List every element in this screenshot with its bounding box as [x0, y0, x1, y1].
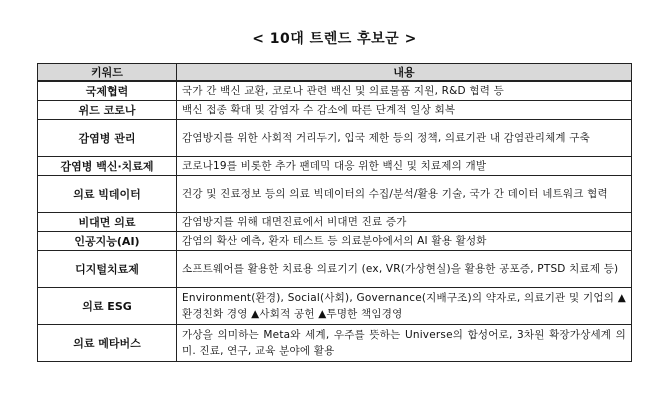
row-keyword: 의료 ESG — [38, 288, 177, 325]
row-keyword: 의료 메타버스 — [38, 325, 177, 362]
row-keyword: 위드 코로나 — [38, 101, 177, 120]
header-content: 내용 — [177, 64, 632, 82]
row-content: 소프트웨어를 활용한 치료용 의료기기 (ex, VR(가상현실)을 활용한 공포증, PTSD 치료제 등) — [177, 251, 632, 288]
row-content: Environment(환경), Social(사회), Governance(지배구조)의 약자로, 의료기관 및 기업의 ▲환경친화 경영 ▲사회적 공헌 ▲투명한 책임경영 — [177, 288, 632, 325]
row-keyword: 국제협력 — [38, 81, 177, 101]
row-content: 감염의 확산 예측, 환자 테스트 등 의료분야에서의 AI 활용 활성화 — [177, 232, 632, 251]
table-row — [38, 251, 632, 288]
table-row — [38, 288, 632, 325]
row-keyword: 감염병 백신·치료제 — [38, 157, 177, 176]
table-row — [38, 81, 632, 101]
table-row — [38, 232, 632, 251]
row-content: 감염방지를 위한 사회적 거리두기, 입국 제한 등의 정책, 의료기관 내 감염관리체계 구축 — [177, 120, 632, 157]
row-content: 국가 간 백신 교환, 코로나 관련 백신 및 의료물품 지원, R&D 협력 등 — [177, 81, 632, 101]
row-keyword: 인공지능(AI) — [38, 232, 177, 251]
row-keyword: 비대면 의료 — [38, 213, 177, 232]
row-content: 건강 및 진료정보 등의 의료 빅데이터의 수집/분석/활용 기술, 국가 간 데이터 네트워크 협력 — [177, 176, 632, 213]
table-row — [38, 157, 632, 176]
table-row — [38, 325, 632, 362]
table-row — [38, 120, 632, 157]
row-content: 가상을 의미하는 Meta와 세계, 우주를 뜻하는 Universe의 합성어로, 3차원 확장가상세계 의미. 진료, 연구, 교육 분야에 활용 — [177, 325, 632, 362]
row-keyword: 감염병 관리 — [38, 120, 177, 157]
table-row — [38, 213, 632, 232]
table-row — [38, 176, 632, 213]
header-keyword: 키워드 — [38, 64, 177, 82]
row-content: 백신 접종 확대 및 감염자 수 감소에 따른 단계적 일상 회복 — [177, 101, 632, 120]
document-title: < 10대 트렌드 후보군 > — [252, 31, 417, 47]
trend-candidates-table — [37, 63, 632, 362]
table-row — [38, 101, 632, 120]
row-keyword: 의료 빅데이터 — [38, 176, 177, 213]
row-keyword: 디지털치료제 — [38, 251, 177, 288]
table-header-row — [38, 64, 632, 82]
row-content: 감염방지를 위해 대면진료에서 비대면 진료 증가 — [177, 213, 632, 232]
row-content: 코로나19를 비롯한 추가 팬데믹 대응 위한 백신 및 치료제의 개발 — [177, 157, 632, 176]
